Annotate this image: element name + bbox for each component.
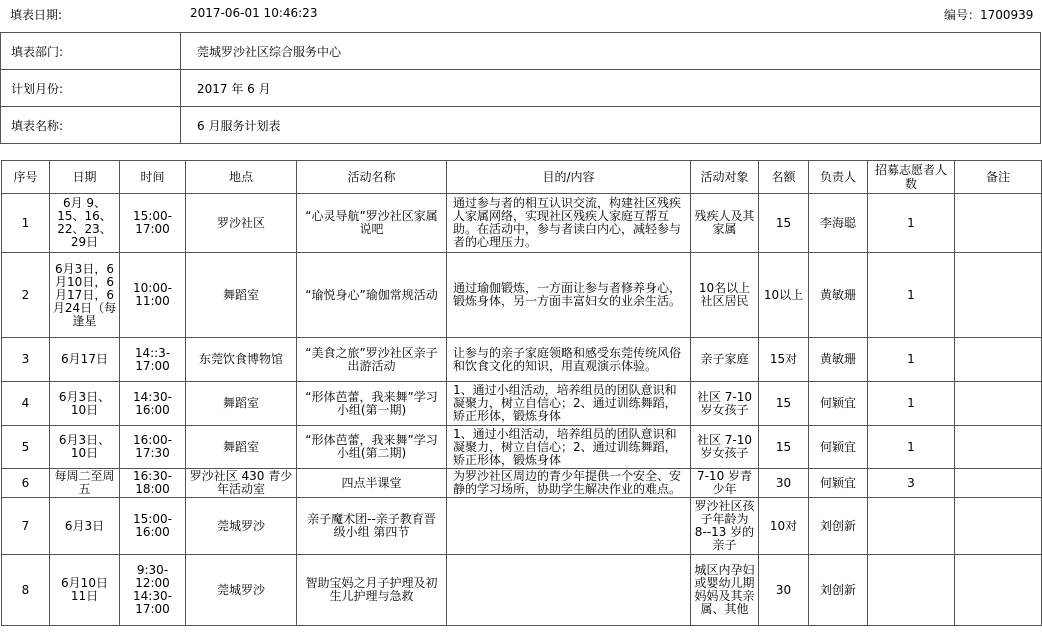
- cell-target: 社区 7-10 岁女孩子: [691, 426, 759, 469]
- cell-quota: 10对: [759, 498, 809, 555]
- cell-place: 舞蹈室: [186, 382, 297, 426]
- col-header-goal: 目的/内容: [447, 161, 691, 194]
- cell-volunteers: 1: [868, 194, 955, 253]
- cell-target: 罗沙社区孩子年龄为 8--13 岁的亲子: [691, 498, 759, 555]
- cell-date: 6月3日，6月10日，6月17日，6月24日（每逢星: [50, 253, 120, 338]
- cell-quota: 15: [759, 382, 809, 426]
- cell-activity: “形体芭蕾，我来舞”学习小组(第二期): [297, 426, 447, 469]
- col-header-quota: 名额: [759, 161, 809, 194]
- cell-time: 14:30-16:00: [120, 382, 186, 426]
- col-header-no: 序号: [2, 161, 50, 194]
- service-plan-table: [1, 160, 1042, 626]
- cell-time: 14::3-17:00: [120, 338, 186, 382]
- table-row: [2, 253, 1042, 338]
- month-value: 2017 年 6 月: [181, 70, 1041, 107]
- col-header-target: 活动对象: [691, 161, 759, 194]
- cell-no: 5: [2, 426, 50, 469]
- table-row: [2, 338, 1042, 382]
- cell-note: [955, 382, 1042, 426]
- cell-volunteers: 1: [868, 382, 955, 426]
- cell-goal: 1、通过小组活动，培养组员的团队意识和凝聚力，树立自信心；2、通过训练舞蹈，矫正形体，锻炼身体: [447, 426, 691, 469]
- cell-owner: 何颖宜: [809, 426, 868, 469]
- cell-no: 8: [2, 555, 50, 626]
- cell-note: [955, 555, 1042, 626]
- cell-place: 东莞饮食博物馆: [186, 338, 297, 382]
- department-label: 填表部门:: [1, 33, 181, 70]
- cell-volunteers: [868, 555, 955, 626]
- cell-date: 6月 9、15、16、22、23、29日: [50, 194, 120, 253]
- col-header-date: 日期: [50, 161, 120, 194]
- cell-no: 7: [2, 498, 50, 555]
- cell-date: 每周二至周五: [50, 469, 120, 498]
- col-header-time: 时间: [120, 161, 186, 194]
- cell-owner: 何颖宜: [809, 382, 868, 426]
- department-value: 莞城罗沙社区综合服务中心: [181, 33, 1041, 70]
- header-row-department: [1, 33, 1041, 70]
- cell-quota: 10以上: [759, 253, 809, 338]
- cell-quota: 15: [759, 426, 809, 469]
- form-number: 编号：1700939: [944, 8, 1034, 22]
- fill-date-label: 填表日期:: [10, 8, 63, 22]
- cell-volunteers: [868, 498, 955, 555]
- cell-time: 15:00-17:00: [120, 194, 186, 253]
- cell-goal: 通过参与者的相互认识交流，构建社区残疾人家属网络，实现社区残疾人家庭互帮互助。在活动中，参与者读白内心，减轻参与者的心理压力。: [447, 194, 691, 253]
- cell-target: 亲子家庭: [691, 338, 759, 382]
- cell-date: 6月3日、10日: [50, 382, 120, 426]
- cell-place: 罗沙社区 430 青少年活动室: [186, 469, 297, 498]
- cell-owner: 黄敏珊: [809, 338, 868, 382]
- cell-note: [955, 253, 1042, 338]
- cell-activity: 亲子魔术团--亲子教育晋级小组 第四节: [297, 498, 447, 555]
- table-row: [2, 194, 1042, 253]
- cell-date: 6月10日 11日: [50, 555, 120, 626]
- cell-date: 6月17日: [50, 338, 120, 382]
- cell-goal: 1、通过小组活动，培养组员的团队意识和凝聚力，树立自信心；2、通过训练舞蹈，矫正形体，锻炼身体: [447, 382, 691, 426]
- cell-volunteers: 3: [868, 469, 955, 498]
- cell-activity: 四点半课堂: [297, 469, 447, 498]
- cell-note: [955, 426, 1042, 469]
- cell-quota: 15: [759, 194, 809, 253]
- cell-target: 10名以上社区居民: [691, 253, 759, 338]
- cell-activity: “瑜悦身心”瑜伽常规活动: [297, 253, 447, 338]
- cell-time: 10:00-11:00: [120, 253, 186, 338]
- form-header-table: [0, 32, 1041, 144]
- cell-goal: [447, 498, 691, 555]
- cell-owner: 刘创新: [809, 555, 868, 626]
- cell-activity: 智助宝妈之月子护理及初生儿护理与急救: [297, 555, 447, 626]
- cell-time: 9:30-12:00 14:30-17:00: [120, 555, 186, 626]
- col-header-note: 备注: [955, 161, 1042, 194]
- table-row: [2, 469, 1042, 498]
- cell-goal: 通过瑜伽锻炼，一方面让参与者修养身心，锻炼身体，另一方面丰富妇女的业余生活。: [447, 253, 691, 338]
- cell-time: 16:30-18:00: [120, 469, 186, 498]
- cell-target: 残疾人及其家属: [691, 194, 759, 253]
- cell-place: 舞蹈室: [186, 253, 297, 338]
- table-header-row: [2, 161, 1042, 194]
- cell-quota: 15对: [759, 338, 809, 382]
- table-row: [2, 498, 1042, 555]
- cell-time: 16:00-17:30: [120, 426, 186, 469]
- form-name-value: 6 月服务计划表: [181, 107, 1041, 144]
- cell-volunteers: 1: [868, 426, 955, 469]
- header-row-month: [1, 70, 1041, 107]
- fill-date-value: 2017-06-01 10:46:23: [190, 6, 318, 20]
- cell-note: [955, 194, 1042, 253]
- cell-activity: “美食之旅”罗沙社区亲子出游活动: [297, 338, 447, 382]
- cell-no: 1: [2, 194, 50, 253]
- cell-place: 莞城罗沙: [186, 498, 297, 555]
- cell-volunteers: 1: [868, 253, 955, 338]
- cell-target: 社区 7-10 岁女孩子: [691, 382, 759, 426]
- cell-goal: 为罗沙社区周边的青少年提供一个安全、安静的学习场所，协助学生解决作业的难点。: [447, 469, 691, 498]
- cell-quota: 30: [759, 555, 809, 626]
- cell-place: 舞蹈室: [186, 426, 297, 469]
- cell-volunteers: 1: [868, 338, 955, 382]
- cell-activity: “形体芭蕾，我来舞”学习小组(第一期): [297, 382, 447, 426]
- col-header-volunteers: 招募志愿者人数: [868, 161, 955, 194]
- header-row-form-name: [1, 107, 1041, 144]
- cell-no: 6: [2, 469, 50, 498]
- col-header-activity: 活动名称: [297, 161, 447, 194]
- form-name-label: 填表名称:: [1, 107, 181, 144]
- cell-owner: 刘创新: [809, 498, 868, 555]
- month-label: 计划月份:: [1, 70, 181, 107]
- table-row: [2, 382, 1042, 426]
- cell-owner: 何颖宜: [809, 469, 868, 498]
- cell-target: 城区内孕妇或婴幼儿期妈妈及其亲属、其他: [691, 555, 759, 626]
- cell-no: 2: [2, 253, 50, 338]
- cell-goal: [447, 555, 691, 626]
- form-top-line: [0, 0, 1042, 26]
- col-header-owner: 负责人: [809, 161, 868, 194]
- cell-date: 6月3日、10日: [50, 426, 120, 469]
- cell-no: 4: [2, 382, 50, 426]
- cell-activity: “心灵导航”罗沙社区家属说吧: [297, 194, 447, 253]
- table-row: [2, 555, 1042, 626]
- cell-note: [955, 338, 1042, 382]
- cell-target: 7-10 岁青少年: [691, 469, 759, 498]
- cell-note: [955, 469, 1042, 498]
- cell-place: 莞城罗沙: [186, 555, 297, 626]
- table-row: [2, 426, 1042, 469]
- cell-note: [955, 498, 1042, 555]
- cell-no: 3: [2, 338, 50, 382]
- cell-owner: 黄敏珊: [809, 253, 868, 338]
- cell-time: 15:00-16:00: [120, 498, 186, 555]
- cell-place: 罗沙社区: [186, 194, 297, 253]
- cell-goal: 让参与的亲子家庭领略和感受东莞传统风俗和饮食文化的知识，用直观演示体验。: [447, 338, 691, 382]
- cell-quota: 30: [759, 469, 809, 498]
- cell-date: 6月3日: [50, 498, 120, 555]
- col-header-place: 地点: [186, 161, 297, 194]
- cell-owner: 李海聪: [809, 194, 868, 253]
